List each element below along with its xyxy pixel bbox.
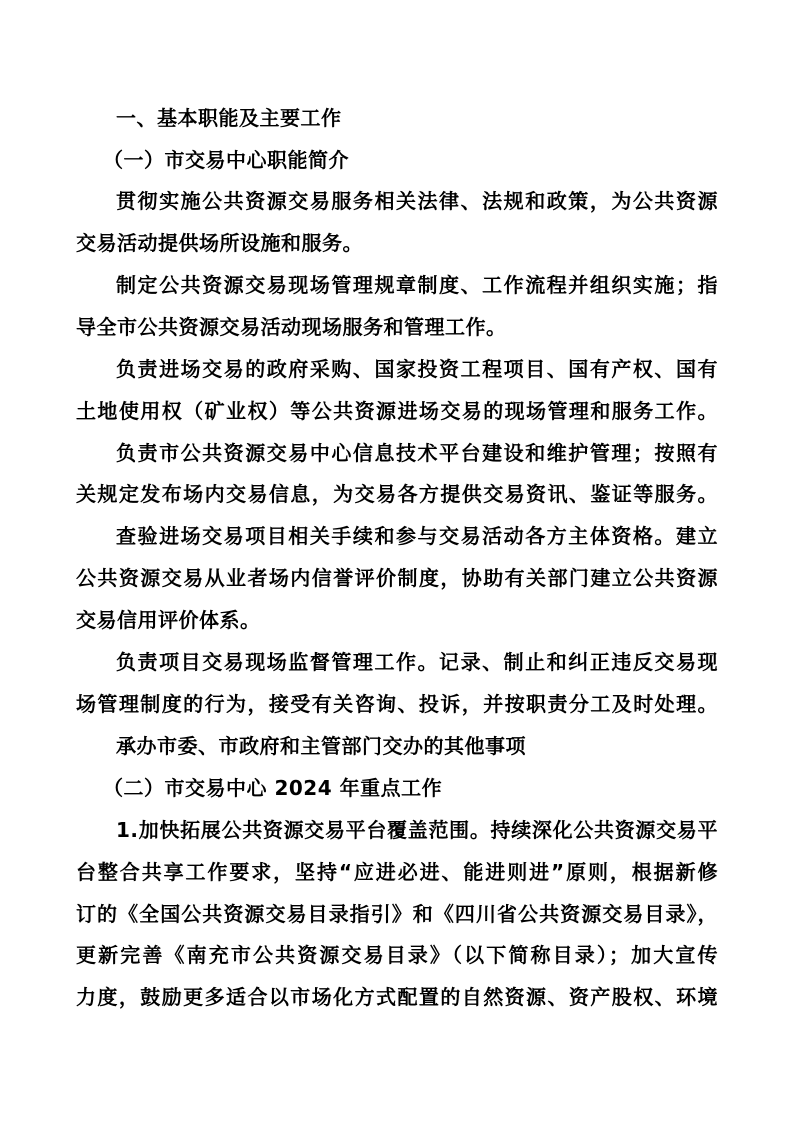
paragraph-1-line-1: 贯彻实施公共资源交易服务相关法律、法规和政策，为公共资源 <box>116 189 718 213</box>
paragraph-8-line-2: 台整合共享工作要求，坚持“应进必进、能进则进”原则，根据新修 <box>76 860 718 884</box>
paragraph-4-line-1: 负责市公共资源交易中心信息技术平台建设和维护管理；按照有 <box>116 441 718 465</box>
paragraph-8-line-5: 力度，鼓励更多适合以市场化方式配置的自然资源、资产股权、环境 <box>76 985 718 1009</box>
section-heading-2: （二）市交易中心 2024 年重点工作 <box>103 776 443 800</box>
paragraph-5-line-1: 查验进场交易项目相关手续和参与交易活动各方主体资格。建立 <box>116 524 718 548</box>
heading-basic-functions: 一、基本职能及主要工作 <box>116 106 342 130</box>
paragraph-8-line-3: 订的《全国公共资源交易目录指引》和《四川省公共资源交易目录》， <box>76 902 718 926</box>
paragraph-7-line-1: 承办市委、市政府和主管部门交办的其他事项 <box>116 734 526 758</box>
paragraph-8-line-1: 1.加快拓展公共资源交易平台覆盖范围。持续深化公共资源交易平 <box>116 818 718 842</box>
paragraph-5-line-2: 公共资源交易从业者场内信誉评价制度，协助有关部门建立公共资源 <box>76 566 718 590</box>
section-heading-1: （一）市交易中心职能简介 <box>103 148 349 172</box>
paragraph-8-line-4: 更新完善《南充市公共资源交易目录》（以下简称目录）；加大宣传 <box>76 943 718 967</box>
paragraph-5-line-3: 交易信用评价体系。 <box>76 608 261 632</box>
paragraph-3-line-1: 负责进场交易的政府采购、国家投资工程项目、国有产权、国有 <box>116 357 718 381</box>
paragraph-2-line-2: 导全市公共资源交易活动现场服务和管理工作。 <box>76 315 507 339</box>
paragraph-6-line-2: 场管理制度的行为，接受有关咨询、投诉，并按职责分工及时处理。 <box>76 692 718 716</box>
paragraph-3-line-2: 土地使用权（矿业权）等公共资源进场交易的现场管理和服务工作。 <box>76 399 718 423</box>
paragraph-1-line-2: 交易活动提供场所设施和服务。 <box>76 231 363 255</box>
paragraph-6-line-1: 负责项目交易现场监督管理工作。记录、制止和纠正违反交易现 <box>116 650 718 674</box>
paragraph-2-line-1: 制定公共资源交易现场管理规章制度、工作流程并组织实施；指 <box>116 273 718 297</box>
paragraph-4-line-2: 关规定发布场内交易信息，为交易各方提供交易资讯、鉴证等服务。 <box>76 482 718 506</box>
